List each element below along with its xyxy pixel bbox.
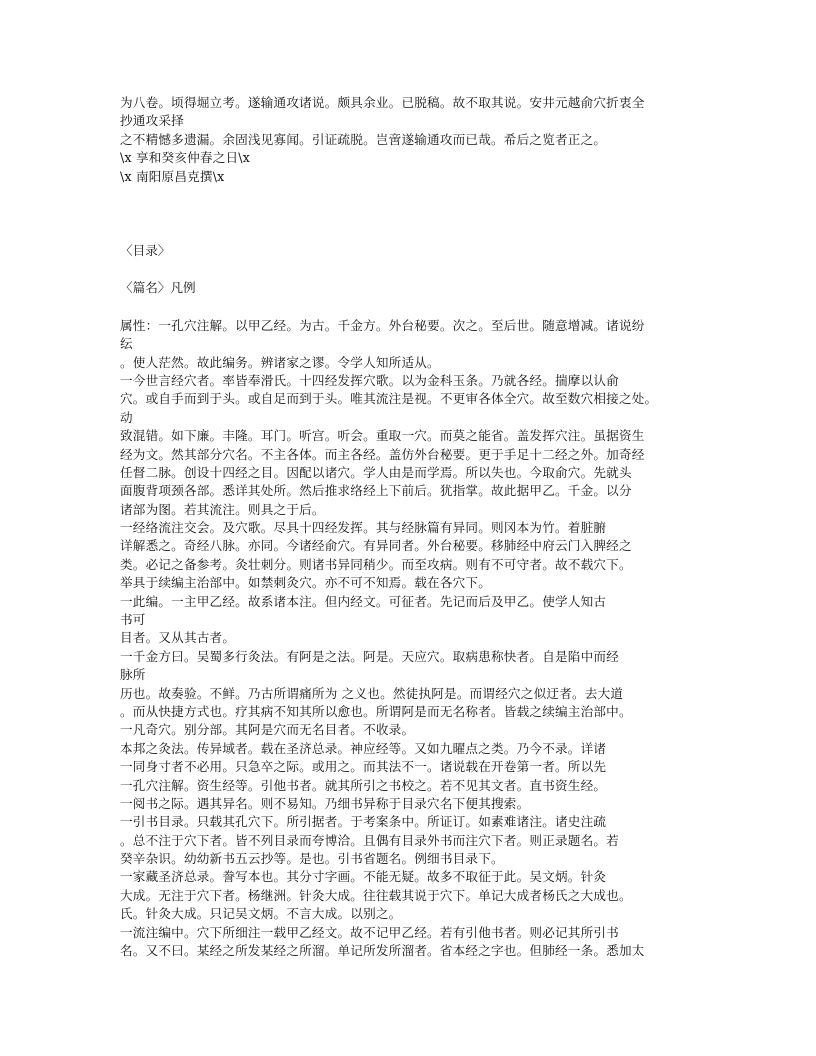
body-line: 书可 xyxy=(120,612,146,628)
body-line: 大成。无注于穴下者。杨继洲。针灸大成。往往载其说于穴下。单记大成者杨氏之大成也。 xyxy=(120,887,632,903)
body-line: 历也。故奏验。不鲜。乃古所谓痛所为 之义也。然徒执阿是。而谓经穴之似迂者。去大道 xyxy=(120,685,624,701)
body-line: 详解悉之。奇经八脉。亦同。今诸经俞穴。有异同者。外台秘要。移肺经中府云门入脾经之 xyxy=(120,538,632,554)
spacer xyxy=(120,298,700,317)
preface-line: 为八卷。顷得堀立考。遂输通攻诸说。颇具余业。已脱稿。故不取其说。安井元越俞穴折衷全 xyxy=(120,95,645,110)
body-text xyxy=(120,317,700,961)
body-line: 脉所 xyxy=(120,667,146,683)
preface-line: 抄通攻采择 xyxy=(120,113,184,129)
body-line: 一千金方曰。吴蜀多行灸法。有阿是之法。阿是。天应穴。取病患称快者。自是陷中而经 xyxy=(120,648,619,664)
toc-heading: 〈目录〉 xyxy=(120,242,171,258)
body-line: 一经络流注交会。及穴歌。尽具十四经发挥。其与经脉篇有异同。则冈本为竹。着脏腑 xyxy=(120,520,607,536)
preface-line: 之不精憾多遗漏。余固浅见寡闻。引证疏脱。岂啻遂输通攻而已哉。希后之览者正之。 xyxy=(120,131,607,147)
body-line: 氏。针灸大成。只记吴文炳。不言大成。以别之。 xyxy=(120,906,402,922)
document-page xyxy=(120,94,700,960)
body-line: 癸辛杂识。幼幼新书五云抄等。是也。引书省题名。例细书目录下。 xyxy=(120,851,504,867)
body-line: 名。又不曰。某经之所发某经之所溜。单记所发所溜者。省本经之字也。但肺经一条。悉加太 xyxy=(120,943,645,959)
body-line: 纭 xyxy=(120,336,133,352)
body-line: 。而从快捷方式也。疗其病不知其所以愈也。所谓阿是而无名称者。皆载之续编主治部中。 xyxy=(120,703,632,719)
body-line: 类。必记之备参考。灸壮刺分。则诸书异同稍少。而至攻病。则有不可守者。故不载穴下。 xyxy=(120,556,632,572)
body-line: 一阅书之际。遇其异名。则不易知。乃细书异称于目录穴名下便其搜索。 xyxy=(120,795,530,811)
body-line: 一今世言经穴者。率皆奉滑氏。十四经发挥穴歌。以为金科玉条。乃就各经。揣摩以认俞 xyxy=(120,372,619,388)
spacer xyxy=(120,186,700,242)
body-line: 致混错。如下廉。丰隆。耳门。听宫。听会。重取一穴。而莫之能省。盖发挥穴注。虽据资生 xyxy=(120,428,645,444)
body-line: 一家藏圣济总录。誊写本也。其分寸字画。不能无疑。故多不取征于此。吴文炳。针灸 xyxy=(120,869,607,885)
body-line: 经为文。然其部分穴名。不主各体。而主各经。盖仿外台秘要。更于手足十二经之外。加奇经 xyxy=(120,446,645,462)
body-line: 动 xyxy=(120,409,133,425)
preface-block xyxy=(120,94,700,186)
body-line: 一流注编中。穴下所细注一载甲乙经文。故不记甲乙经。若有引他书者。则必记其所引书 xyxy=(120,924,619,940)
body-line: 穴。或自手而到于头。或自足而到于头。唯其流注是视。不更审各体全穴。故至数穴相接之处。 xyxy=(120,391,658,407)
body-line: 面腹背项颈各部。悉详其处所。然后推求络经上下前后。犹指掌。故此据甲乙。千金。以分 xyxy=(120,483,632,499)
body-line: 举具于续编主治部中。如禁刺灸穴。亦不可不知焉。载在各穴下。 xyxy=(120,575,492,591)
body-line: 一孔穴注解。资生经等。引他书者。就其所引之书校之。若不见其文者。直书资生经。 xyxy=(120,777,607,793)
body-line: 诸部为图。若其流注。则具之于后。 xyxy=(120,501,325,517)
body-line: 任督二脉。创设十四经之目。因配以诸穴。学人由是而学焉。所以失也。今取俞穴。先就头 xyxy=(120,464,632,480)
spacer xyxy=(120,260,700,279)
body-line: 。总不注于穴下者。皆不列目录而夸博洽。且偶有目录外书而注穴下者。则正录题名。若 xyxy=(120,832,619,848)
body-line: 本邦之灸法。传异域者。载在圣济总录。神应经等。又如九曜点之类。乃今不录。详诸 xyxy=(120,740,607,756)
preface-date-line: \x 享和癸亥仲春之日\x xyxy=(120,150,251,166)
body-line: 一此编。一主甲乙经。故系诸本注。但内经文。可征者。先记而后及甲乙。使学人知古 xyxy=(120,593,607,609)
body-line: 一引书目录。只载其孔穴下。所引据者。于考案条中。所证订。如素难诸注。诸史注疏 xyxy=(120,814,607,830)
body-line: 一同身寸者不必用。只急卒之际。或用之。而其法不一。诸说载在开卷第一者。所以先 xyxy=(120,759,607,775)
preface-author-line: \x 南阳原昌克撰\x xyxy=(120,168,225,184)
body-line: 。使人茫然。故此编务。辨诸家之谬。令学人知所适从。 xyxy=(120,354,440,370)
section-heading: 〈篇名〉凡例 xyxy=(120,280,196,296)
body-line: 属性：一孔穴注解。以甲乙经。为古。千金方。外台秘要。次之。至后世。随意增减。诸说纷 xyxy=(120,317,645,333)
body-line: 一凡奇穴。别分部。其阿是穴而无名目者。不收录。 xyxy=(120,722,415,738)
body-line: 目者。又从其古者。 xyxy=(120,630,236,646)
